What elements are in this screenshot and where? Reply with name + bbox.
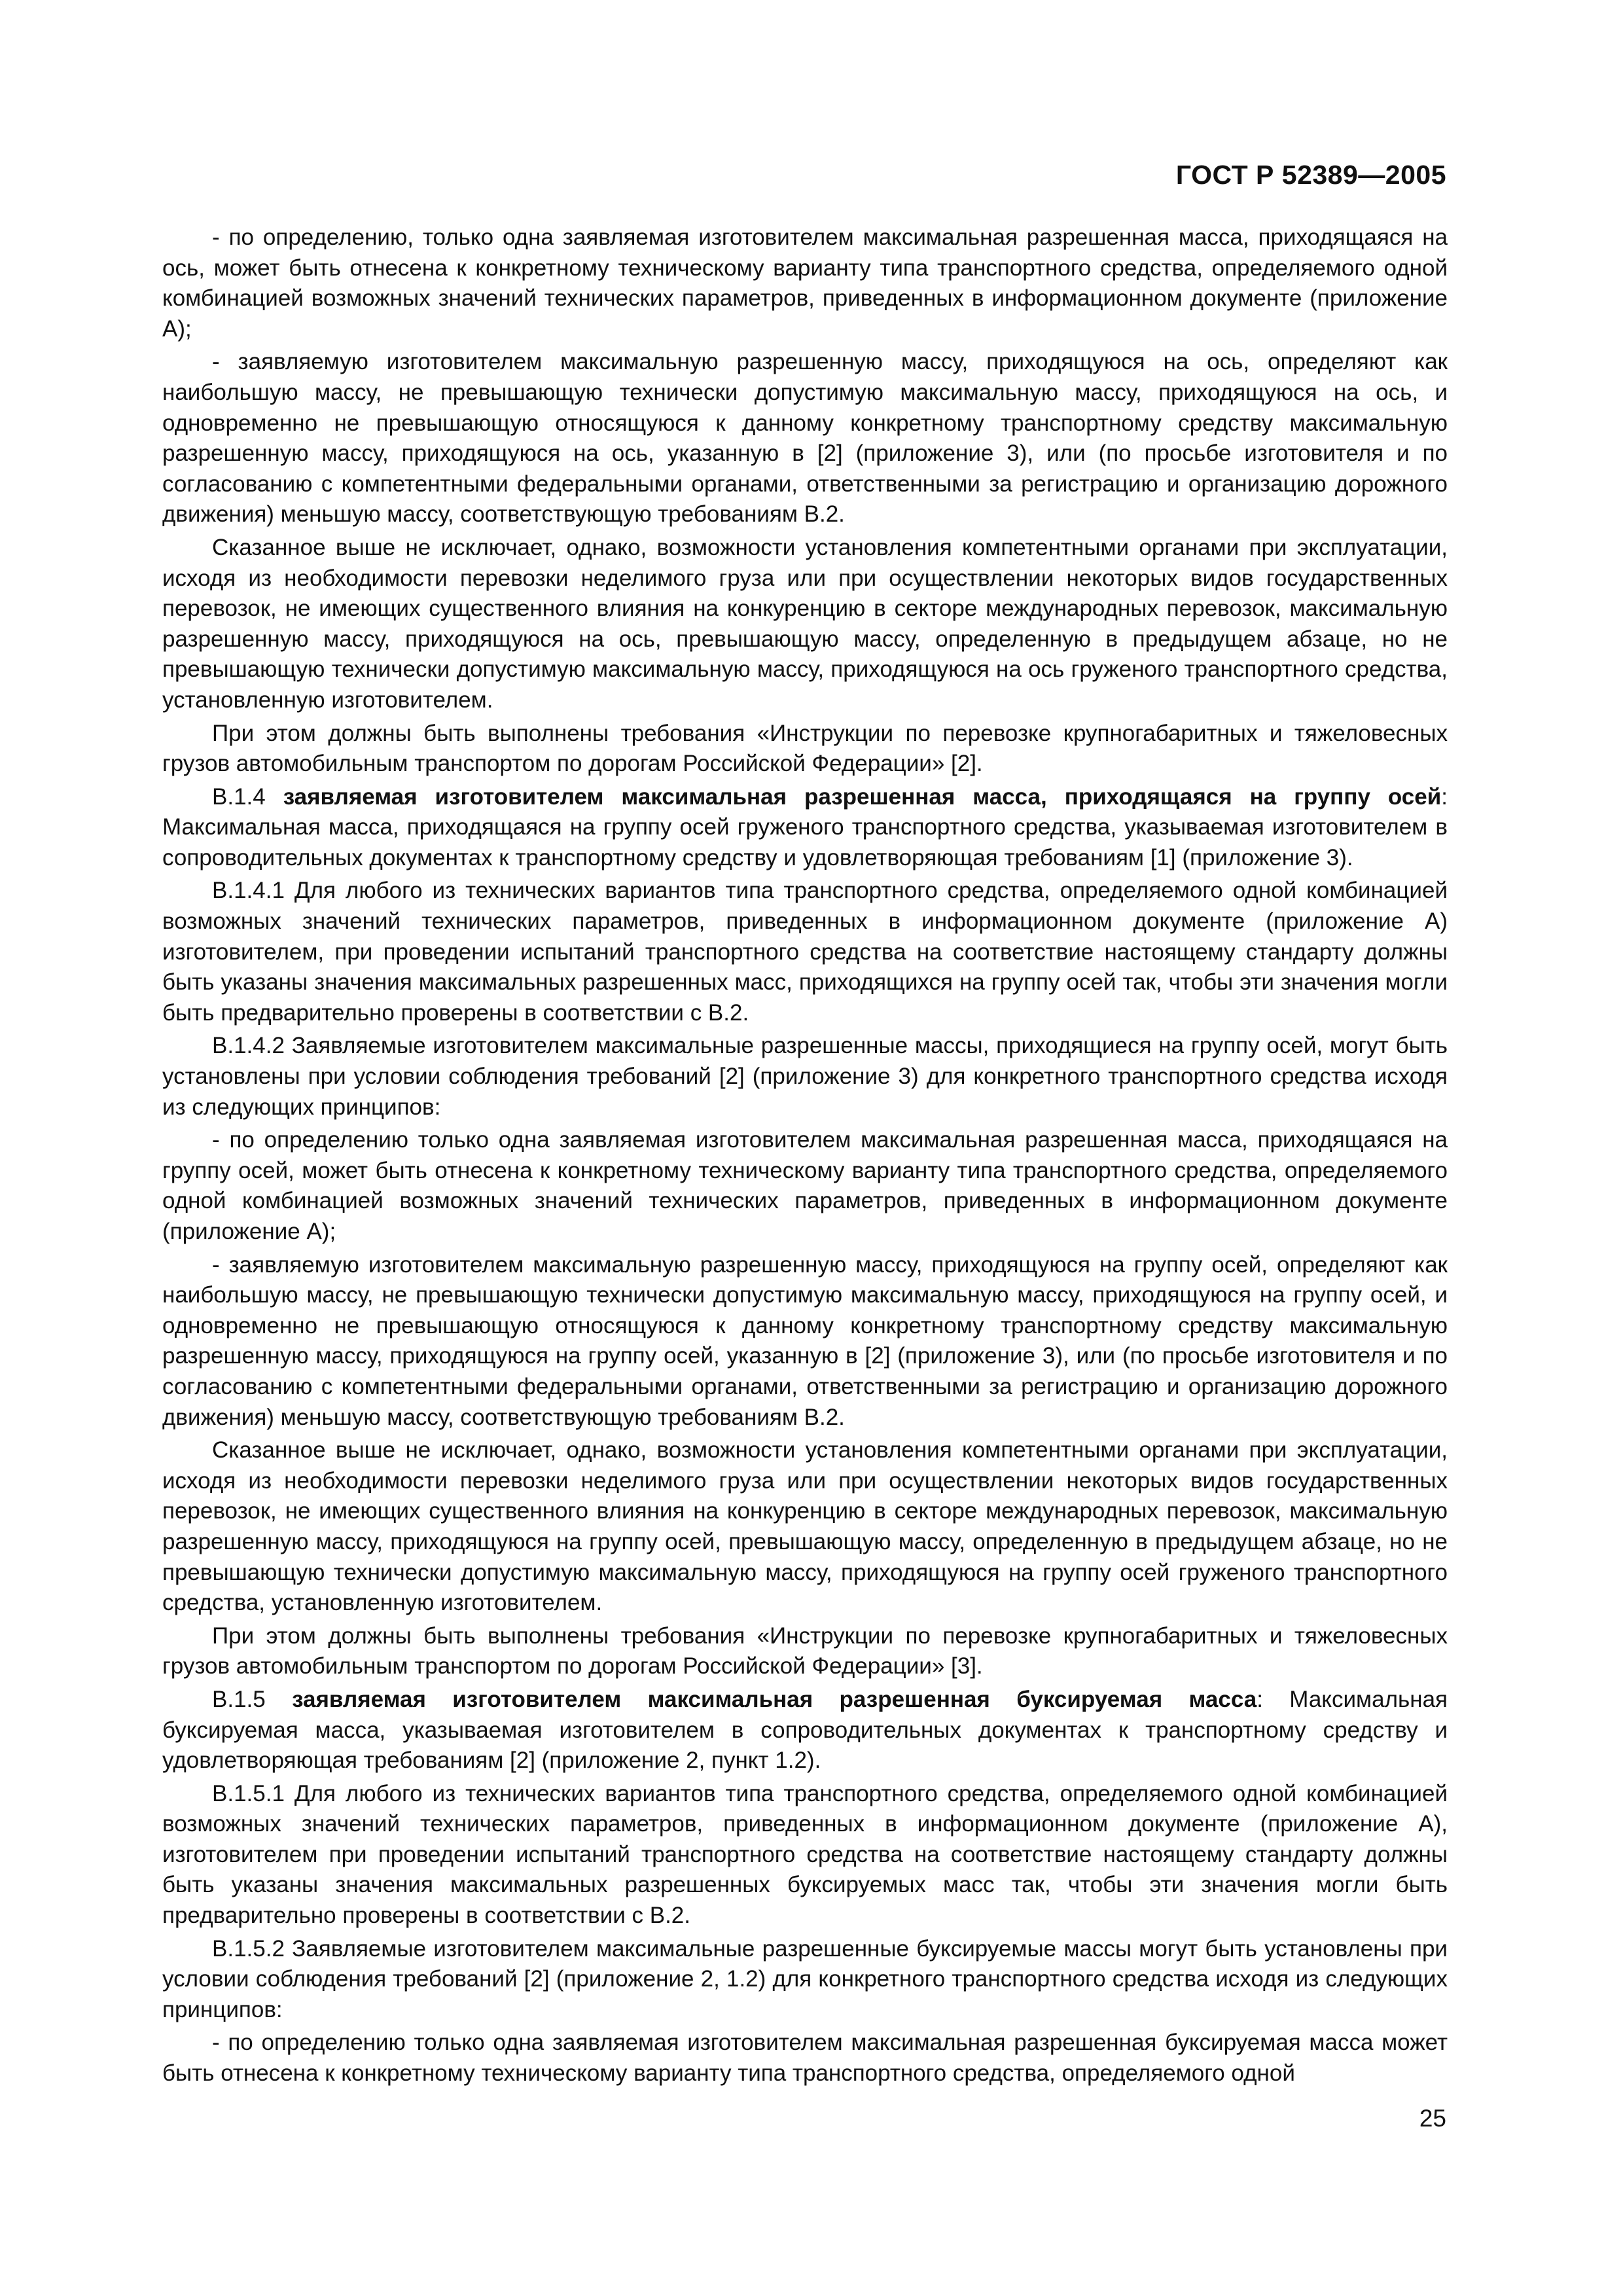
paragraph: - по определению, только одна заявляемая изготовителем максимальная разрешенная масса, приходящаяся на ось, может быть отнесена к конкретному техническому варианту типа транспортного средства, определяемого одной комбинацией возможных значений технических параметров, приведенных в информационном документе (приложение А);	[162, 224, 1448, 342]
document-code-header: ГОСТ Р 52389—2005	[1175, 160, 1446, 190]
section-b-1-4: В.1.4 заявляемая изготовителем максимальная разрешенная масса, приходящаяся на группу осей: Максимальная масса, приходящаяся на группу осей груженого транспортного средства, указываемая изготовителем в сопроводительных документах к транспортному средству и удовлетворяющая требованиям [1] (приложение 3).	[162, 783, 1448, 870]
paragraph: - по определению только одна заявляемая изготовителем максимальная разрешенная масса, приходящаяся на группу осей, может быть отнесена к конкретному техническому варианту типа транспортного средства, определяемого одной комбинацией возможных значений технических параметров, приведенных в информационном документе (приложение А);	[162, 1127, 1448, 1244]
document-body	[162, 223, 1448, 2092]
paragraph: В.1.5.2 Заявляемые изготовителем максимальные разрешенные буксируемые массы могут быть установлены при условии соблюдения требований [2] (приложение 2, 1.2) для конкретного транспортного средства исходя из следующих принципов:	[162, 1935, 1448, 2022]
paragraph: - по определению только одна заявляемая изготовителем максимальная разрешенная буксируемая масса может быть отнесена к конкретному техническому варианту типа транспортного средства, определяемого одной	[162, 2030, 1448, 2087]
paragraph: При этом должны быть выполнены требования «Инструкции по перевозке крупногабаритных и тяжеловесных грузов автомобильным транспортом по дорогам Российской Федерации» [2].	[162, 720, 1448, 777]
paragraph: В.1.5.1 Для любого из технических вариантов типа транспортного средства, определяемого одной комбинацией возможных значений технических параметров, приведенных в информационном документе (приложение А), изготовителем при проведении испытаний транспортного средства на соответствие настоящему стандарту должны быть указаны значения максимальных разрешенных буксируемых масс так, чтобы эти значения могли быть предварительно проверены в соответствии с В.2.	[162, 1780, 1448, 1929]
section-b-1-5: В.1.5 заявляемая изготовителем максимальная разрешенная буксируемая масса: Максимальная буксируемая масса, указываемая изготовителем в сопроводительных документах к транспортному средству и удовлетворяющая требованиям [2] (приложение 2, пункт 1.2).	[162, 1686, 1448, 1774]
page-number: 25	[1419, 2105, 1446, 2132]
paragraph: - заявляемую изготовителем максимальную разрешенную массу, приходящуюся на ось, определяют как наибольшую массу, не превышающую технически допустимую максимальную массу, приходящуюся на ось, и одновременно не превышающую относящуюся к данному конкретному транспортному средству максимальную разрешенную массу, приходящуюся на ось, указанную в [2] (приложение 3), или (по просьбе изготовителя и по согласованию с компетентными федеральными органами, ответственными за регистрацию и организацию дорожного движения) меньшую массу, соответствующую требованиям В.2.	[162, 349, 1448, 528]
paragraph: Сказанное выше не исключает, однако, возможности установления компетентными органами при эксплуатации, исходя из необходимости перевозки неделимого груза или при осуществлении некоторых видов государственных перевозок, не имеющих существенного влияния на конкуренцию в секторе международных перевозок, максимальную разрешенную массу, приходящуюся на ось, превышающую массу, определенную в предыдущем абзаце, но не превышающую технически допустимую максимальную массу, приходящуюся на ось груженого транспортного средства, установленную изготовителем.	[162, 534, 1448, 713]
paragraph: В.1.4.2 Заявляемые изготовителем максимальные разрешенные массы, приходящиеся на группу осей, могут быть установлены при условии соблюдения требований [2] (приложение 3) для конкретного транспортного средства исходя из следующих принципов:	[162, 1033, 1448, 1120]
paragraph: - заявляемую изготовителем максимальную разрешенную массу, приходящуюся на группу осей, определяют как наибольшую массу, не превышающую технически допустимую максимальную массу, приходящуюся на группу осей, и одновременно не превышающую относящуюся к данному конкретному транспортному средству максимальную разрешенную массу, приходящуюся на группу осей, указанную в [2] (приложение 3), или (по просьбе изготовителя и по согласованию с компетентными федеральными органами, ответственными за регистрацию и организацию дорожного движения) меньшую массу, соответствующую требованиям В.2.	[162, 1251, 1448, 1430]
clause-number: В.1.5	[212, 1686, 293, 1712]
paragraph: При этом должны быть выполнены требования «Инструкции по перевозке крупногабаритных и тяжеловесных грузов автомобильным транспортом по дорогам Российской Федерации» [3].	[162, 1623, 1448, 1679]
defined-term: заявляемая изготовителем максимальная разрешенная масса, приходящаяся на группу осей	[283, 783, 1442, 810]
clause-number: В.1.4	[212, 783, 283, 810]
paragraph: Сказанное выше не исключает, однако, возможности установления компетентными органами при эксплуатации, исходя из необходимости перевозки неделимого груза или при осуществлении некоторых видов государственных перевозок, не имеющих существенного влияния на конкуренцию в секторе международных перевозок, максимальную разрешенную массу, приходящуюся на группу осей, превышающую массу, определенную в предыдущем абзаце, но не превышающую технически допустимую максимальную массу, приходящуюся на группу осей груженого транспортного средства, установленную изготовителем.	[162, 1437, 1448, 1616]
defined-term: заявляемая изготовителем максимальная разрешенная буксируемая масса	[292, 1686, 1257, 1712]
paragraph: В.1.4.1 Для любого из технических вариантов типа транспортного средства, определяемого одной комбинацией возможных значений технических параметров, приведенных в информационном документе (приложение А) изготовителем, при проведении испытаний транспортного средства на соответствие настоящему стандарту должны быть указаны значения максимальных разрешенных масс, приходящихся на группу осей так, чтобы эти значения могли быть предварительно проверены в соответствии с В.2.	[162, 878, 1448, 1026]
